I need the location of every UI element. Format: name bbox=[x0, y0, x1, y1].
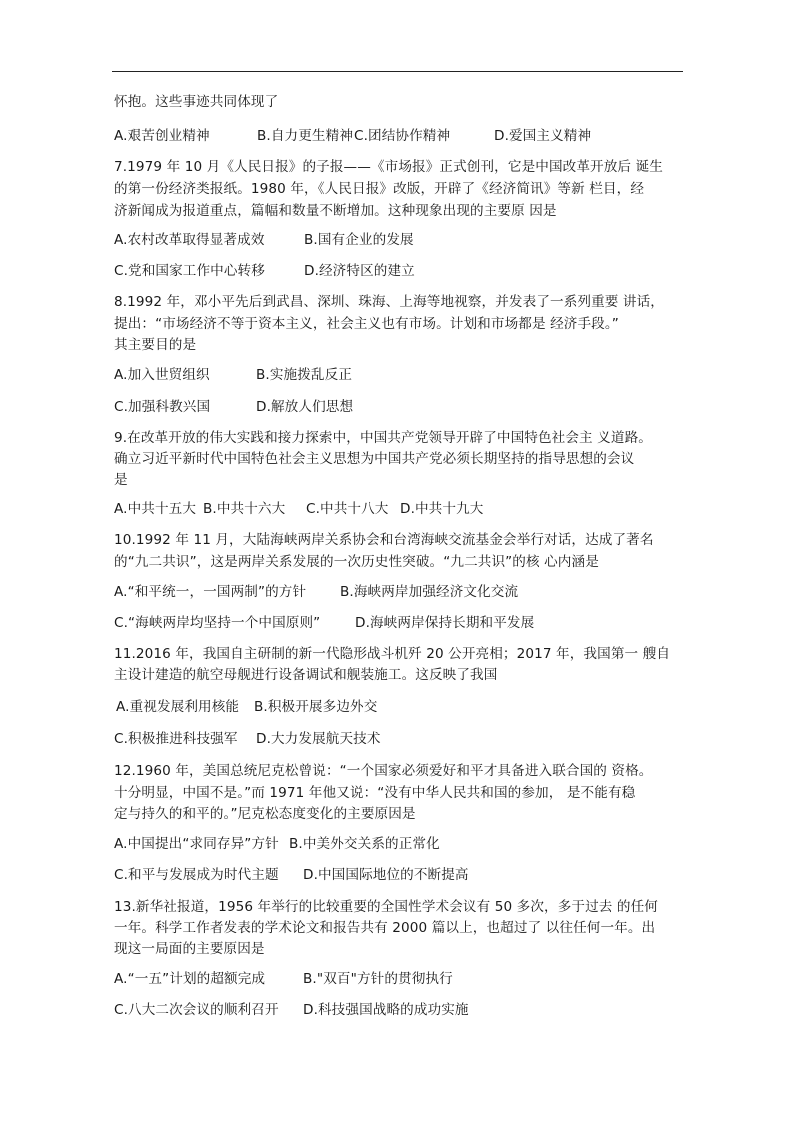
q10-option-d: D.海峡两岸保持长期和平发展 bbox=[355, 615, 535, 631]
q13-option-a: A.“一五”计划的超额完成 bbox=[114, 971, 266, 987]
q9-stem-line: 9.在改革开放的伟大实践和接力探索中，中国共产党领导开辟了中国特色社会主 义道路。 bbox=[114, 430, 652, 446]
q10-option-b: B.海峡两岸加强经济文化交流 bbox=[340, 584, 519, 600]
q7-option-b: B.国有企业的发展 bbox=[304, 232, 414, 248]
q13-option-b: B."双百"方针的贯彻执行 bbox=[303, 971, 453, 987]
header-rule bbox=[112, 71, 683, 72]
q9-option-d: D.中共十九大 bbox=[400, 501, 484, 517]
q9-stem-line: 是 bbox=[114, 472, 128, 488]
q13-option-d: D.科技强国战略的成功实施 bbox=[303, 1002, 469, 1018]
q9-option-b: B.中共十六大 bbox=[203, 501, 286, 517]
q7-stem-line: 济新闻成为报道重点，篇幅和数量不断增加。这种现象出现的主要原 因是 bbox=[114, 203, 557, 219]
q11-options-row2 bbox=[114, 730, 381, 748]
q13-stem-line: 13.新华社报道，1956 年举行的比较重要的全国性学术会议有 50 多次，多于过去 的任何 bbox=[114, 899, 658, 915]
q11-option-d: D.大力发展航天技术 bbox=[256, 731, 381, 747]
q6-option-d: D.爱国主义精神 bbox=[494, 128, 592, 144]
q12-options-row1 bbox=[114, 835, 440, 853]
q8-option-b: B.实施拨乱反正 bbox=[256, 367, 353, 383]
q8-stem-line: 其主要目的是 bbox=[114, 337, 197, 353]
q7-option-a: A.农村改革取得显著成效 bbox=[114, 232, 265, 248]
q8-stem-line: 提出：“市场经济不等于资本主义，社会主义也有市场。计划和市场都是 经济手段。” bbox=[114, 316, 619, 332]
q8-option-d: D.解放人们思想 bbox=[256, 399, 354, 415]
q6-options bbox=[114, 127, 591, 145]
q11-options-row1 bbox=[116, 698, 377, 716]
q12-option-d: D.中国国际地位的不断提高 bbox=[303, 867, 469, 883]
q11-option-b: B.积极开展多边外交 bbox=[254, 699, 378, 715]
q7-option-d: D.经济特区的建立 bbox=[304, 263, 415, 279]
q12-stem-line: 12.1960 年，美国总统尼克松曾说：“一个国家必须爱好和平才具备进入联合国的 资格。 bbox=[114, 763, 653, 779]
q8-option-a: A.加入世贸组织 bbox=[114, 367, 210, 383]
q8-options-row1 bbox=[114, 366, 352, 384]
q11-option-c: C.积极推进科技强军 bbox=[114, 731, 238, 747]
q12-option-a: A.中国提出“求同存异”方针 bbox=[114, 836, 279, 852]
q10-option-a: A.“和平统一，一国两制”的方针 bbox=[114, 584, 307, 600]
q13-options-row1 bbox=[114, 970, 453, 988]
q10-options-row2 bbox=[114, 614, 534, 632]
q7-options-row2 bbox=[114, 262, 415, 280]
q8-stem-line: 8.1992 年，邓小平先后到武昌、深圳、珠海、上海等地视察，并发表了一系列重要 讲话， bbox=[114, 294, 664, 310]
q9-option-a: A.中共十五大 bbox=[114, 501, 197, 517]
q9-options bbox=[114, 500, 483, 518]
q9-stem-line: 确立习近平新时代中国特色社会主义思想为中国共产党必须长期坚持的指导思想的会议 bbox=[114, 451, 635, 467]
q6-option-a: A.艰苦创业精神 bbox=[114, 128, 210, 144]
q12-options-row2 bbox=[114, 866, 469, 884]
q12-stem-line: 十分明显，中国不是。”而 1971 年他又说：“没有中华人民共和国的参加， 是不能有稳 bbox=[114, 785, 636, 801]
q6-option-b: B.自力更生精神 bbox=[257, 128, 354, 144]
q10-options-row1 bbox=[114, 583, 518, 601]
q7-options-row1 bbox=[114, 231, 414, 249]
q8-option-c: C.加强科教兴国 bbox=[114, 399, 211, 415]
q12-option-b: B.中美外交关系的正常化 bbox=[289, 836, 440, 852]
q7-option-c: C.党和国家工作中心转移 bbox=[114, 263, 265, 279]
q7-stem-line: 的第一份经济类报纸。1980 年，《人民日报》改版，开辟了《经济简讯》等新 栏目，经 bbox=[114, 181, 645, 197]
q6-option-c: C.团结协作精神 bbox=[354, 128, 451, 144]
q13-stem-line: 一年。科学工作者发表的学术论文和报告共有 2000 篇以上，也超过了 以往任何一年。出 bbox=[114, 920, 656, 936]
q13-options-row2 bbox=[114, 1001, 469, 1019]
q7-stem-line: 7.1979 年 10 月《人民日报》的子报——《市场报》正式创刊，它是中国改革开放后 诞生 bbox=[114, 159, 663, 175]
q11-stem-line: 主设计建造的航空母舰进行设备调试和舰装施工。这反映了我国 bbox=[114, 667, 498, 683]
q9-option-c: C.中共十八大 bbox=[306, 501, 389, 517]
q12-stem-line: 定与持久的和平的。”尼克松态度变化的主要原因是 bbox=[114, 806, 416, 822]
q12-option-c: C.和平与发展成为时代主题 bbox=[114, 867, 279, 883]
q10-stem-line: 10.1992 年 11 月，大陆海峡两岸关系协会和台湾海峡交流基金会举行对话，达成了著名 bbox=[114, 532, 654, 548]
q8-options-row2 bbox=[114, 398, 353, 416]
q13-option-c: C.八大二次会议的顺利召开 bbox=[114, 1002, 279, 1018]
q6-stem-continuation: 怀抱。这些事迹共同体现了 bbox=[114, 94, 279, 110]
q11-stem-line: 11.2016 年，我国自主研制的新一代隐形战斗机歼 20 公开亮相；2017 年，我国第一 艘自 bbox=[114, 646, 671, 662]
q10-stem-line: 的“九二共识”，这是两岸关系发展的一次历史性突破。“九二共识”的核 心内涵是 bbox=[114, 554, 599, 570]
q11-option-a: A.重视发展利用核能 bbox=[116, 699, 240, 715]
q10-option-c: C.“海峡两岸均坚持一个中国原则” bbox=[114, 615, 321, 631]
q13-stem-line: 现这一局面的主要原因是 bbox=[114, 941, 265, 957]
